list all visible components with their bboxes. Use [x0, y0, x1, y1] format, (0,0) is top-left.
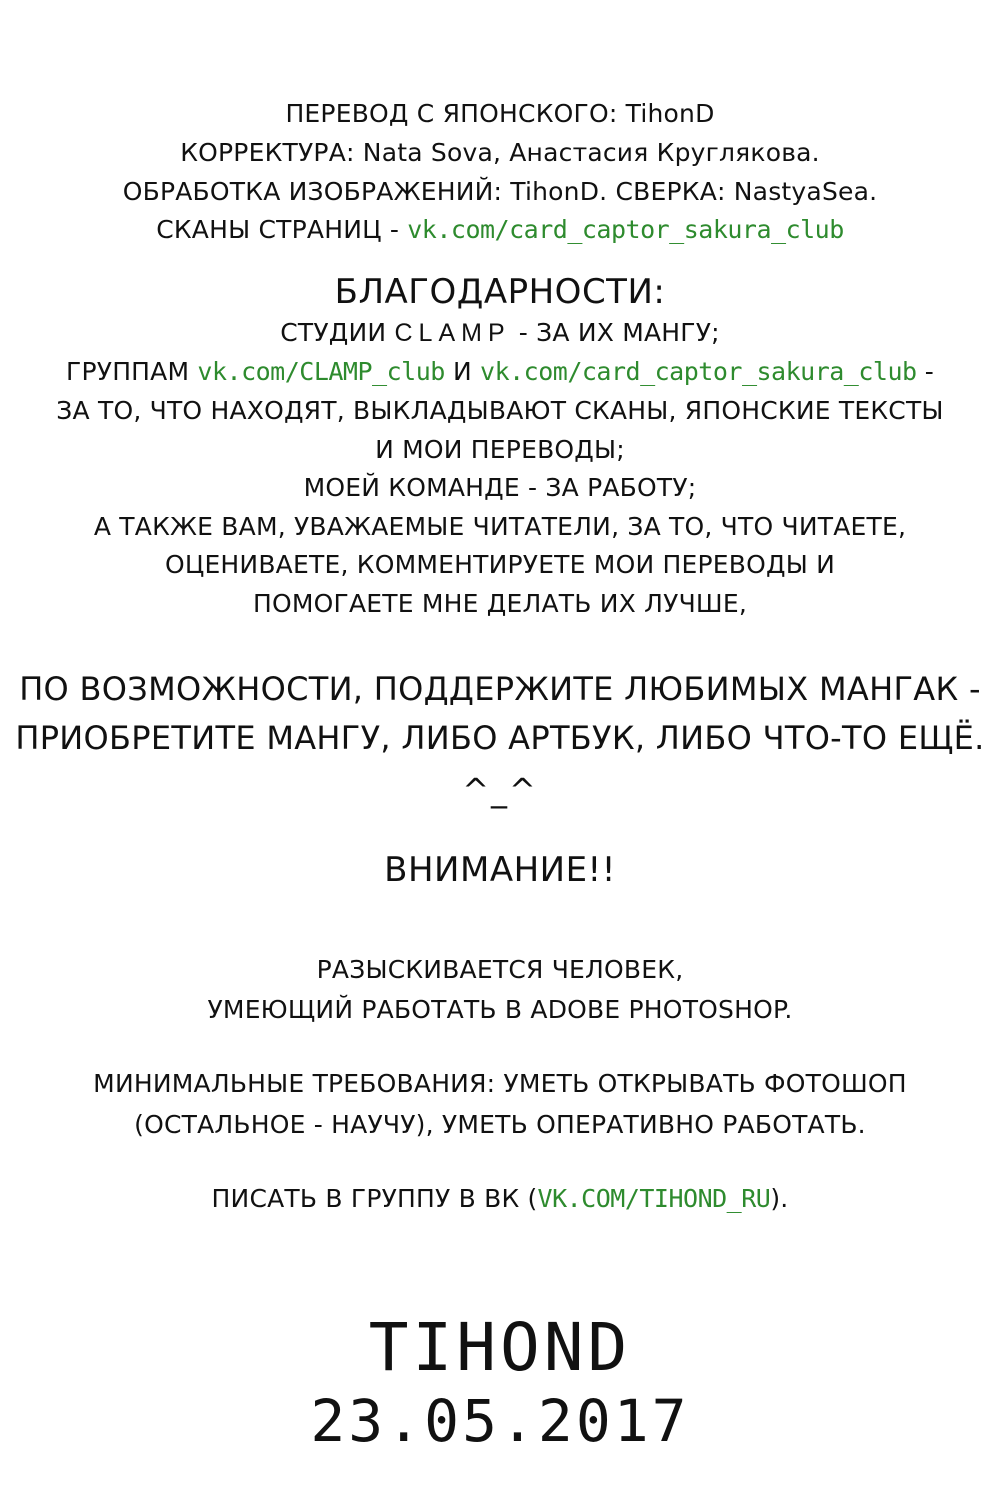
attention-line-4: (ОСТАЛЬНОЕ - НАУЧУ), УМЕТЬ ОПЕРАТИВНО РАБОТАТЬ.	[134, 1110, 866, 1139]
appeal-line-2: ПРИОБРЕТИТЕ МАНГУ, ЛИБО АРТБУК, ЛИБО ЧТО-ТО ЕЩЁ.	[15, 719, 985, 757]
check-label: СВЕРКА:	[615, 177, 726, 206]
groups-link-clamp[interactable]: vk.com/CLAMP_club	[197, 357, 445, 386]
groups-prefix: ГРУППАМ	[66, 357, 190, 386]
attention-heading: ВНИМАНИЕ!!	[384, 850, 616, 890]
editing-label: ОБРАБОТКА ИЗОБРАЖЕНИЙ:	[122, 177, 503, 206]
scans-label: СКАНЫ СТРАНИЦ -	[156, 215, 400, 244]
contact-suffix: ).	[770, 1184, 789, 1213]
thanks-studio	[0, 316, 1000, 350]
groups-dash: -	[924, 357, 934, 386]
attention-line-3: МИНИМАЛЬНЫЕ ТРЕБОВАНИЯ: УМЕТЬ ОТКРЫВАТЬ ФОТОШОП	[93, 1069, 907, 1098]
attention-line-2: УМЕЮЩИЙ РАБОТАТЬ В ADOBE PHOTOSHOP.	[207, 995, 793, 1024]
credit-proofreading	[0, 136, 1000, 170]
thanks-line-7: ОЦЕНИВАЕТЕ, КОММЕНТИРУЕТЕ МОИ ПЕРЕВОДЫ И	[164, 550, 836, 579]
signature-date: 23.05.2017	[310, 1387, 690, 1455]
contact-prefix: ПИСАТЬ В ГРУППУ В ВК (	[211, 1184, 538, 1213]
thanks-line-5: МОЕЙ КОМАНДЕ - ЗА РАБОТУ;	[303, 473, 697, 502]
thanks-heading: БЛАГОДАРНОСТИ:	[334, 272, 666, 312]
attention-line-1: РАЗЫСКИВАЕТСЯ ЧЕЛОВЕК,	[316, 955, 684, 984]
thanks-line-6: А ТАКЖЕ ВАМ, УВАЖАЕМЫЕ ЧИТАТЕЛИ, ЗА ТО, ЧТО ЧИТАЕТЕ,	[93, 512, 907, 541]
thanks-line-3: ЗА ТО, ЧТО НАХОДЯТ, ВЫКЛАДЫВАЮТ СКАНЫ, ЯПОНСКИЕ ТЕКСТЫ	[56, 396, 944, 425]
scans-link[interactable]: vk.com/card_captor_sakura_club	[407, 215, 844, 244]
thanks-groups	[0, 355, 1000, 389]
groups-link-sakura[interactable]: vk.com/card_captor_sakura_club	[480, 357, 917, 386]
thanks-line-4: И МОИ ПЕРЕВОДЫ;	[375, 435, 625, 464]
studio-prefix: СТУДИИ	[280, 318, 387, 347]
signature-name: TIHOND	[368, 1309, 632, 1386]
contact-link[interactable]: VK.COM/TIHOND_RU	[537, 1184, 771, 1213]
credit-scans	[0, 213, 1000, 247]
editing-name: TihonD.	[510, 177, 608, 206]
credit-editing	[0, 175, 1000, 209]
thanks-line-8: ПОМОГАЕТЕ МНЕ ДЕЛАТЬ ИХ ЛУЧШЕ,	[252, 589, 747, 618]
groups-and: И	[452, 357, 472, 386]
attention-contact	[0, 1182, 1000, 1216]
studio-name: CLAMP	[394, 319, 511, 347]
studio-suffix: - ЗА ИХ МАНГУ;	[518, 318, 720, 347]
translation-name: TihonD	[625, 99, 715, 128]
credit-translation	[0, 97, 1000, 131]
appeal-line-1: ПО ВОЗМОЖНОСТИ, ПОДДЕРЖИТЕ ЛЮБИМЫХ МАНГАК -	[19, 670, 981, 708]
check-name: NastyaSea.	[733, 177, 878, 206]
proof-label: КОРРЕКТУРА:	[180, 138, 355, 167]
proof-names: Nata Sova, Анастасия Круглякова.	[362, 138, 820, 167]
appeal-smile: ^_^	[462, 771, 538, 809]
translation-label: ПЕРЕВОД С ЯПОНСКОГО:	[285, 99, 618, 128]
